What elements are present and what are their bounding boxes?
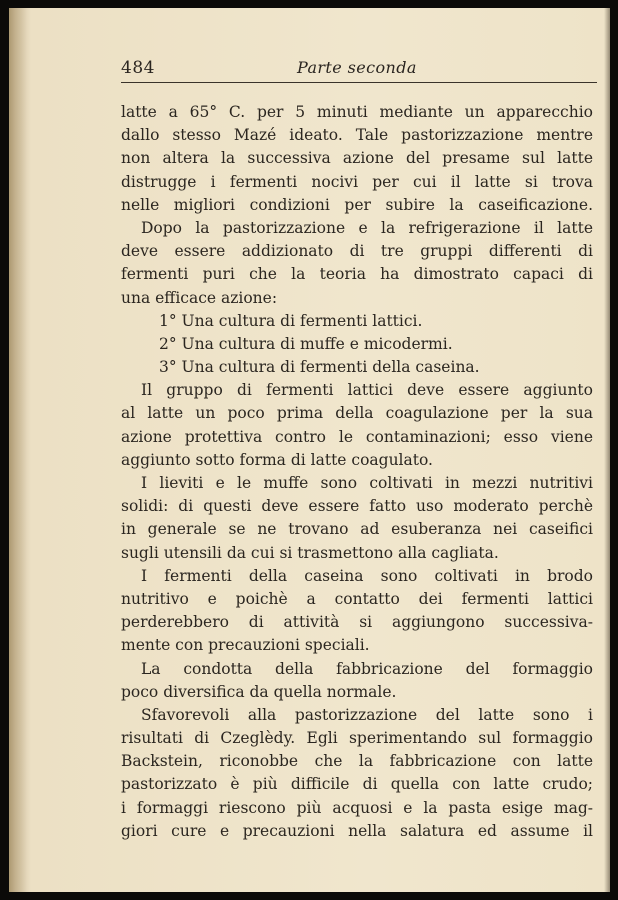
- text-line: risultati di Czeglèdy. Egli sperimentando sul formaggio: [121, 729, 593, 748]
- book-page: [9, 8, 610, 892]
- text-line: mente con precauzioni speciali.: [121, 636, 370, 655]
- text-line: aggiunto sotto forma di latte coagulato.: [121, 450, 433, 469]
- text-line: dallo stesso Mazé ideato. Tale pastorizzazione mentre: [121, 126, 593, 145]
- list-item-line: 1° Una cultura di fermenti lattici.: [159, 311, 423, 330]
- running-head: Parte seconda: [297, 58, 417, 77]
- text-line: Il gruppo di fermenti lattici deve essere aggiunto: [141, 381, 593, 400]
- text-line: al latte un poco prima della coagulazione per la sua: [121, 404, 593, 423]
- text-line: latte a 65° C. per 5 minuti mediante un apparecchio: [121, 103, 593, 121]
- header-rule: [121, 82, 597, 83]
- text-line: nutritivo e poichè a contatto dei fermenti lattici: [121, 589, 593, 608]
- text-line: I fermenti della caseina sono coltivati in brodo: [141, 566, 593, 585]
- text-line: in generale se ne trovano ad esuberanza nei caseifici: [121, 520, 593, 539]
- page-gutter-shadow: [9, 8, 31, 892]
- text-line: pastorizzato è più difficile di quella con latte crudo;: [121, 775, 593, 794]
- body-text: [121, 101, 593, 843]
- text-line: Backstein, riconobbe che la fabbricazione con latte: [121, 752, 593, 771]
- list-item-line: 3° Una cultura di fermenti della caseina.: [159, 358, 480, 377]
- list-item-line: 2° Una cultura di muffe e micodermi.: [159, 334, 453, 353]
- text-line: Sfavorevoli alla pastorizzazione del latte sono i: [141, 705, 593, 724]
- text-line: I lieviti e le muffe sono coltivati in mezzi nutritivi: [141, 474, 593, 492]
- text-line: azione protettiva contro le contaminazioni; esso viene: [121, 427, 593, 446]
- text-line: poco diversifica da quella normale.: [121, 682, 397, 701]
- text-line: distrugge i fermenti nocivi per cui il latte si trova: [121, 172, 593, 191]
- text-line: perderebbero di attività si aggiungono successiva-: [121, 613, 593, 632]
- text-line: solidi: di questi deve essere fatto uso moderato perchè: [121, 497, 593, 516]
- page-number: 484: [121, 58, 155, 78]
- text-line: non altera la successiva azione del presame sul latte: [121, 149, 593, 168]
- text-line: i formaggi riescono più acquosi e la pasta esige mag-: [121, 798, 593, 817]
- text-line: deve essere addizionato di tre gruppi differenti di: [121, 242, 593, 261]
- text-line: sugli utensili da cui si trasmettono alla cagliata.: [121, 543, 499, 562]
- text-line: una efficace azione:: [121, 288, 278, 307]
- text-line: nelle migliori condizioni per subire la caseificazione.: [121, 195, 593, 214]
- text-line: giori cure e precauzioni nella salatura ed assume il: [121, 821, 593, 840]
- text-line: Dopo la pastorizzazione e la refrigerazione il latte: [141, 218, 593, 237]
- page-edge-shadow: [604, 8, 610, 892]
- text-line: La condotta della fabbricazione del formaggio: [141, 659, 593, 678]
- text-line: fermenti puri che la teoria ha dimostrato capaci di: [121, 265, 593, 284]
